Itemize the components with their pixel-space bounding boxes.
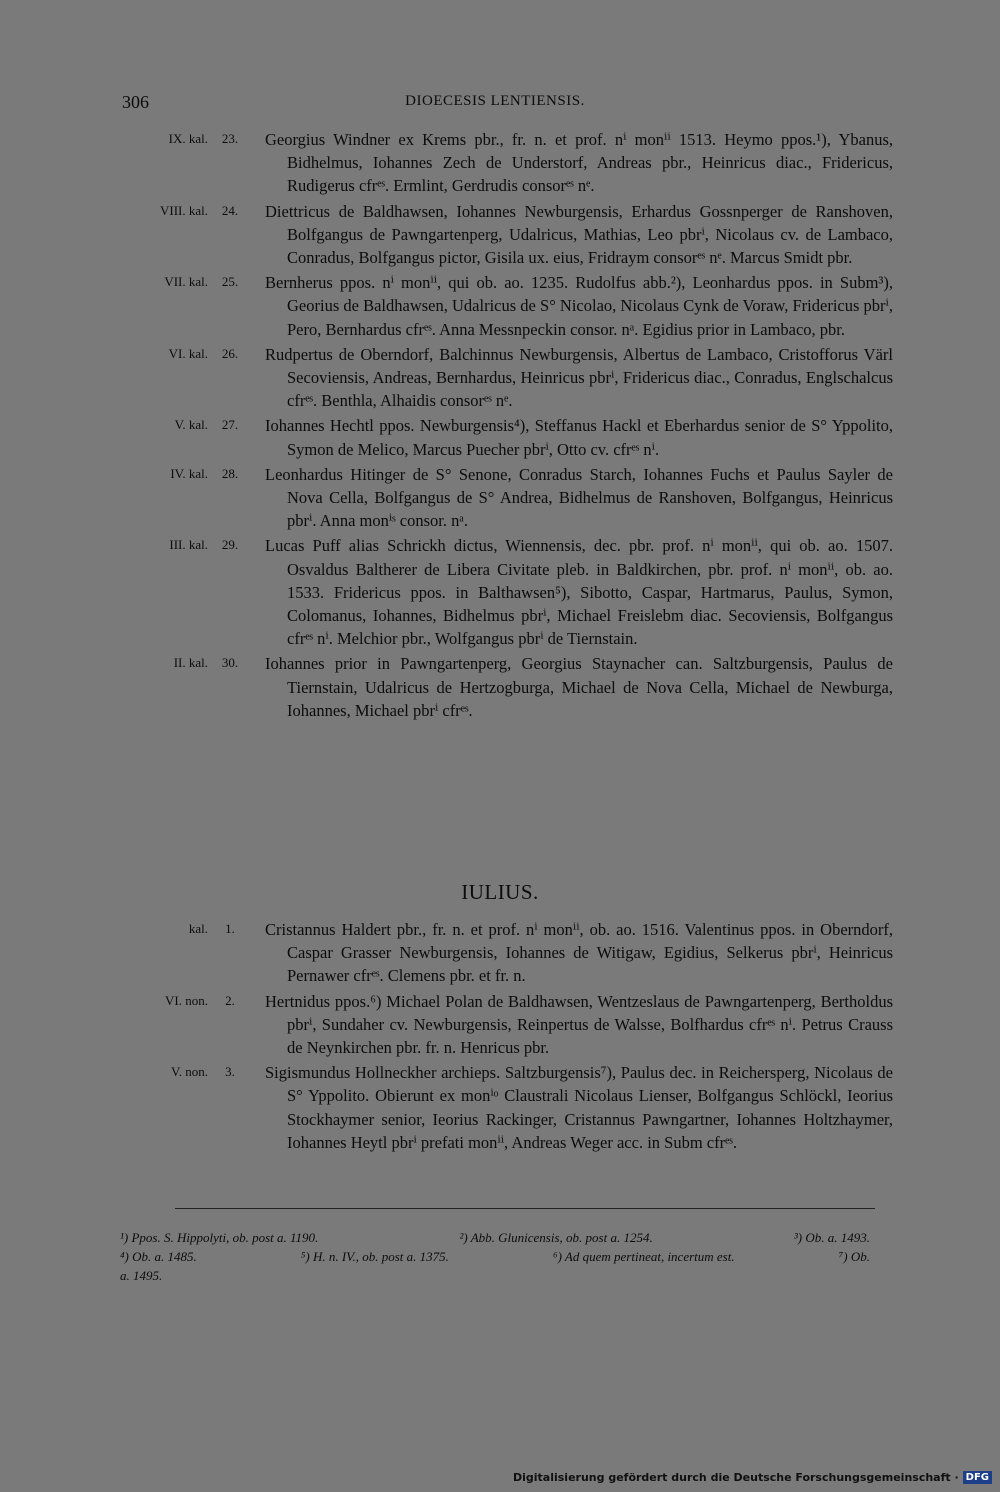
digitization-credit [513, 1471, 992, 1484]
entry-date: II. kal. [173, 655, 208, 671]
entry-july-3 [0, 1061, 1000, 1154]
entry-day: 3. [225, 1064, 235, 1080]
entry-day: 26. [221, 345, 239, 361]
footnote-2: ²) Abb. Glunicensis, ob. post a. 1254. [459, 1230, 653, 1245]
entry-day: 30. [221, 655, 239, 671]
entry-text: Leonhardus Hitinger de S° Senone, Conradus Starch, Iohannes Fuchs et Paulus Sayler de Nova Cella, Bolfgangus de S° Andrea, Bidhelmus de Ranshoven, Bolfgangus, Heinricus pbrⁱ. Anna monⁱˢ consor. nᵃ. [265, 464, 893, 531]
entry-date: kal. [188, 921, 208, 936]
entry-july-1 [0, 918, 1000, 988]
footnote-1: ¹) Ppos. S. Hippolyti, ob. post a. 1190. [120, 1230, 319, 1245]
entry-june-30 [0, 652, 1000, 722]
footnote-6: ⁶) Ad quem pertineat, incertum est. [553, 1249, 735, 1264]
entry-date: VII. kal. [164, 274, 208, 290]
entry-day: 1. [225, 921, 235, 936]
entry-text: Hertnidus ppos.⁶) Michael Polan de Baldhawsen, Wentzeslaus de Pawngartenperg, Bertholdus pbrⁱ, Sundaher cv. Newburgensis, Reinpertus de Walsse, Bolfhardus cfrᵉˢ nⁱ. Petrus Crauss de Neynkirchen pbr. fr. n. Henricus pbr. [265, 991, 893, 1058]
entry-day: 23. [221, 131, 239, 146]
entry-date: VI. kal. [168, 345, 208, 361]
footnotes [120, 1228, 870, 1285]
footnote-3: ³) Ob. a. 1493. [793, 1230, 870, 1245]
entry-day: 27. [221, 417, 239, 433]
footnote-5: ⁵) H. n. IV., ob. post a. 1375. [300, 1249, 449, 1264]
footnote-row [120, 1228, 870, 1247]
credit-text: Digitalisierung gefördert durch die Deutsche Forschungsgemeinschaft · [512, 1471, 959, 1484]
entry-day: 29. [221, 537, 239, 553]
entry-june-29 [0, 534, 1000, 650]
dfg-logo[interactable]: DFG [963, 1471, 992, 1484]
entry-text: Iohannes Hechtl ppos. Newburgensis⁴), Steffanus Hackl et Eberhardus senior de S° Yppolito, Symon de Melico, Marcus Puecher pbrⁱ, Otto cv. cfrᵉˢ nⁱ. [265, 416, 893, 459]
month-heading: IULIUS. [461, 880, 539, 904]
running-head: DIOECESIS LENTIENSIS. [405, 93, 585, 109]
entry-text: Cristannus Haldert pbr., fr. n. et prof. nⁱ monⁱⁱ, ob. ao. 1516. Valentinus ppos. in Oberndorf, Caspar Grasser Newburgensis, Iohannes de Witigaw, Egidius, Selkerus pbrⁱ, Heinricus Pernawer cfrᵉˢ. Clemens pbr. et fr. n. [265, 920, 893, 986]
entry-june-28 [0, 463, 1000, 533]
entry-day: 2. [225, 992, 235, 1008]
july-entries [0, 918, 1000, 1156]
entry-date: V. kal. [174, 417, 208, 433]
entry-day: 24. [221, 202, 239, 218]
entry-june-26 [0, 343, 1000, 413]
entry-day: 25. [221, 274, 239, 290]
entry-june-24 [0, 200, 1000, 270]
entry-june-25 [0, 271, 1000, 341]
entry-june-23 [0, 128, 1000, 198]
entry-text: Rudpertus de Oberndorf, Balchinnus Newburgensis, Albertus de Lambaco, Cristofforus Värl Secoviensis, Andreas, Bernhardus, Heinricus pbrⁱ, Fridericus diac., Conradus, Englschalcus cfrᵉˢ. Benthla, Alhaidis consorᵉˢ nᵉ. [265, 344, 893, 411]
entry-date: III. kal. [169, 537, 208, 553]
footnote-4: ⁴) Ob. a. 1485. [120, 1249, 197, 1264]
footnote-row [120, 1247, 870, 1266]
june-entries [0, 128, 1000, 724]
entry-date: IV. kal. [170, 465, 208, 481]
entry-day: 28. [221, 465, 239, 481]
entry-july-2 [0, 990, 1000, 1060]
entry-date: VI. non. [165, 992, 208, 1008]
footnote-7: ⁷) Ob. [838, 1249, 870, 1264]
entry-text: Georgius Windner ex Krems pbr., fr. n. et prof. nⁱ monⁱⁱ 1513. Heymo ppos.¹), Ybanus, Bidhelmus, Iohannes Zech de Understorf, Andreas pbr., Heinricus diac., Fridericus, Rudigerus cfrᵉˢ. Ermlint, Gerdrudis consorᵉˢ nᵉ. [265, 130, 893, 196]
page-number: 306 [122, 92, 149, 112]
footnote-rule [175, 1208, 875, 1209]
entry-text: Lucas Puff alias Schrickh dictus, Wiennensis, dec. pbr. prof. nⁱ monⁱⁱ, qui ob. ao. 1507. Osvaldus Baltherer de Libera Civitate pleb. in Baldkirchen, pbr. prof. nⁱ monⁱⁱ, ob. ao. 1533. Fridericus ppos. in Balthawsen⁵), Sibotto, Caspar, Hartmarus, Paulus, Symon, Colomanus, Iohannes, Bidhelmus pbrⁱ, Michael Freislebm diac. Secoviensis, Bolfgangus cfrᵉˢ nⁱ. Melchior pbr., Wolfgangus pbrⁱ de Tiernstain. [265, 536, 893, 649]
entry-text: Sigismundus Hollneckher archieps. Saltzburgensis⁷), Paulus dec. in Reichersperg, Nicolaus de S° Yppolito. Obierunt ex monⁱᵒ Claustrali Nicolaus Lienser, Bolfgangus Schlöckl, Ieorius Stockhaymer senior, Ieorius Rackinger, Cristannus Pawngartner, Iohannes Holtzhaymer, Iohannes Heytl pbrⁱ prefati monⁱⁱ, Andreas Weger acc. in Subm cfrᵉˢ. [265, 1063, 893, 1152]
entry-text: Iohannes prior in Pawngartenperg, Georgius Staynacher can. Saltzburgensis, Paulus de Tiernstain, Udalricus de Hertzogburga, Michael de Nova Cella, Michael de Newburga, Iohannes, Michael pbrⁱ cfrᵉˢ. [265, 654, 893, 720]
entry-june-27 [0, 414, 1000, 460]
entry-date: IX. kal. [168, 131, 208, 146]
entry-date: V. non. [171, 1064, 208, 1080]
page-header [120, 92, 870, 118]
footnote-continuation: a. 1495. [120, 1268, 163, 1283]
entry-text: Bernherus ppos. nⁱ monⁱⁱ, qui ob. ao. 1235. Rudolfus abb.²), Leonhardus ppos. in Subm³), Georius de Baldhawsen, Udalricus de S° Nicolao, Nicolaus Cynk de Voraw, Fridericus pbrⁱ, Pero, Bernhardus cfrᵉˢ. Anna Messnpeckin consor. nᵃ. Egidius prior in Lambaco, pbr. [265, 273, 893, 339]
entry-text: Diettricus de Baldhawsen, Iohannes Newburgensis, Erhardus Gossnperger de Ranshoven, Bolfgangus de Pawngartenperg, Udalricus, Mathias, Leo pbrⁱ, Nicolaus cv. de Lambaco, Conradus, Bolfgangus pictor, Gisila ux. eius, Fridraym consorᵉˢ nᵉ. Marcus Smidt pbr. [265, 201, 893, 268]
entry-date: VIII. kal. [159, 202, 208, 218]
